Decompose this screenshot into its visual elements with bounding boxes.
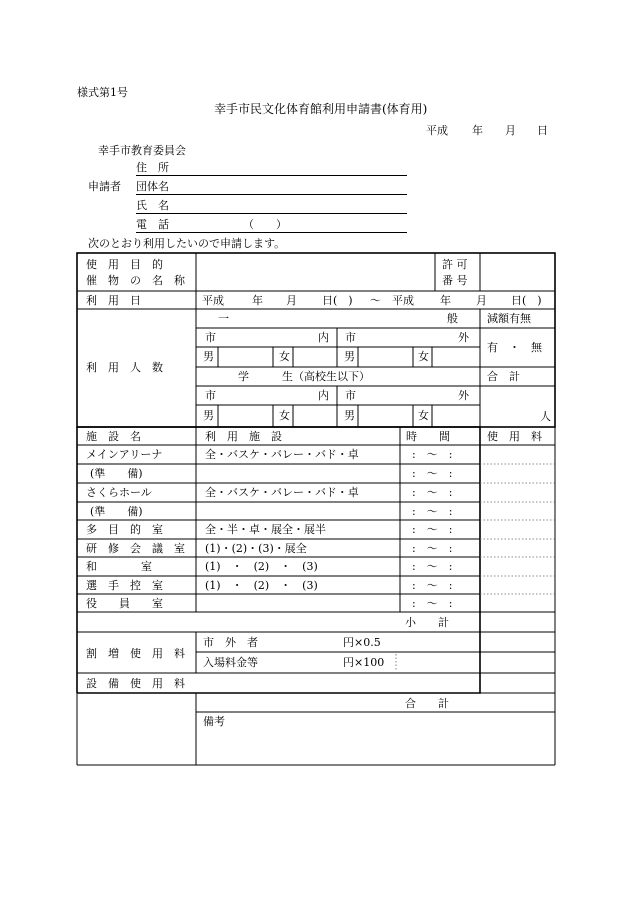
facility-usage-header: 利 用 施 設 — [205, 430, 282, 443]
facility-usage[interactable]: 全・半・卓・展全・展半 — [205, 523, 326, 536]
city-out-b-2: 外 — [458, 389, 469, 402]
facility-name: (準 備) — [90, 505, 143, 518]
out-of-city-label: 市 外 者 — [203, 636, 258, 649]
org-field[interactable] — [136, 194, 407, 195]
male-label-3: 男 — [203, 409, 214, 422]
facility-name-header: 施 設 名 — [86, 430, 141, 443]
male-label: 男 — [203, 350, 214, 363]
facility-usage[interactable]: (1) ・ (2) ・ (3) — [205, 579, 318, 592]
city-out-1: 市 — [345, 331, 356, 344]
date-year: 年 — [472, 124, 483, 137]
to-era: 平成 — [392, 294, 414, 307]
address-field[interactable] — [136, 175, 407, 176]
facility-usage[interactable]: 全・バスケ・バレー・バド・卓 — [205, 448, 359, 461]
facility-time[interactable]: : 〜 : — [412, 467, 453, 480]
facility-name: 多 目 的 室 — [86, 523, 163, 536]
form-title: 幸手市民文化体育館利用申請書(体育用) — [214, 102, 428, 116]
facility-time[interactable]: : 〜 : — [412, 486, 453, 499]
org-label: 団体名 — [136, 180, 169, 193]
facility-time[interactable]: : 〜 : — [412, 505, 453, 518]
name-label: 氏 名 — [136, 199, 169, 212]
event-name-label: 催 物 の 名 称 — [86, 274, 185, 287]
remarks-label: 備考 — [203, 715, 225, 728]
phone-field[interactable] — [136, 232, 407, 233]
city-in-b-1: 市 — [205, 389, 216, 402]
city-in-1: 市 — [205, 331, 216, 344]
city-out-2: 外 — [458, 331, 469, 344]
equipment-label: 設 備 使 用 料 — [86, 677, 185, 690]
facility-time[interactable]: : 〜 : — [412, 560, 453, 573]
facility-name: 研 修 会 議 室 — [86, 542, 185, 555]
number-label: 番 号 — [442, 274, 468, 287]
facility-name: メインアリーナ — [86, 448, 163, 461]
city-in-2: 内 — [318, 331, 329, 344]
to-day: 日( ) — [511, 294, 542, 307]
from-month: 月 — [286, 294, 297, 307]
date-era: 平成 — [426, 124, 448, 137]
student-label: 学 生（高校生以下） — [238, 370, 370, 383]
facility-name: 役 員 室 — [86, 597, 163, 610]
permit-label: 許 可 — [442, 258, 468, 271]
to-year: 年 — [440, 294, 451, 307]
facility-name: 和 室 — [86, 560, 152, 573]
time-header: 時 間 — [406, 430, 450, 443]
city-in-b-2: 内 — [318, 389, 329, 402]
out-of-city-rate: 円×0.5 — [343, 636, 381, 649]
people-unit: 人 — [540, 410, 551, 423]
entrance-rate: 円×100 — [343, 656, 385, 669]
people-total-label: 合 計 — [487, 370, 520, 383]
to-month: 月 — [476, 294, 487, 307]
facility-time[interactable]: : 〜 : — [412, 597, 453, 610]
city-out-b-1: 市 — [345, 389, 356, 402]
address-label: 住 所 — [136, 161, 169, 174]
purpose-label: 使 用 目 的 — [86, 258, 163, 271]
phone-label: 電 話 — [136, 218, 169, 231]
facility-time[interactable]: : 〜 : — [412, 448, 453, 461]
reduction-label: 減額有無 — [487, 312, 531, 325]
name-field[interactable] — [136, 213, 407, 214]
facility-time[interactable]: : 〜 : — [412, 542, 453, 555]
facility-time[interactable]: : 〜 : — [412, 579, 453, 592]
date-day: 日 — [537, 124, 548, 137]
entrance-label: 入場料金等 — [203, 656, 258, 669]
fee-header: 使 用 料 — [487, 430, 542, 443]
date-tilde: 〜 — [370, 294, 381, 307]
facility-name: 選 手 控 室 — [86, 579, 163, 592]
people-label: 利 用 人 数 — [86, 361, 163, 374]
male-label-2: 男 — [344, 350, 355, 363]
from-day: 日( ) — [322, 294, 353, 307]
male-label-4: 男 — [344, 409, 355, 422]
general-2: 般 — [447, 312, 458, 325]
female-label-3: 女 — [279, 409, 290, 422]
yes-no-options[interactable]: 有 ・ 無 — [487, 341, 542, 354]
phone-paren: （ ） — [243, 218, 287, 231]
general-1: 一 — [218, 312, 229, 325]
form-number: 様式第1号 — [77, 86, 128, 99]
applicant-label: 申請者 — [88, 180, 121, 193]
use-date-label: 利 用 日 — [86, 294, 141, 307]
female-label-2: 女 — [418, 350, 429, 363]
addressee: 幸手市教育委員会 — [98, 144, 186, 157]
facility-name: (準 備) — [90, 467, 143, 480]
female-label-4: 女 — [418, 409, 429, 422]
subtotal-label: 小 計 — [405, 616, 449, 629]
female-label: 女 — [279, 350, 290, 363]
from-year: 年 — [252, 294, 263, 307]
facility-usage[interactable]: 全・バスケ・バレー・バド・卓 — [205, 486, 359, 499]
from-era: 平成 — [202, 294, 224, 307]
facility-name: さくらホール — [86, 486, 152, 499]
grand-total-label: 合 計 — [405, 697, 449, 710]
facility-time[interactable]: : 〜 : — [412, 523, 453, 536]
intro-text: 次のとおり利用したいので申請します。 — [88, 237, 286, 250]
facility-usage[interactable]: (1)・(2)・(3)・展全 — [205, 542, 307, 555]
facility-usage[interactable]: (1) ・ (2) ・ (3) — [205, 560, 318, 573]
date-month: 月 — [505, 124, 516, 137]
surcharge-label: 割 増 使 用 料 — [86, 647, 185, 660]
